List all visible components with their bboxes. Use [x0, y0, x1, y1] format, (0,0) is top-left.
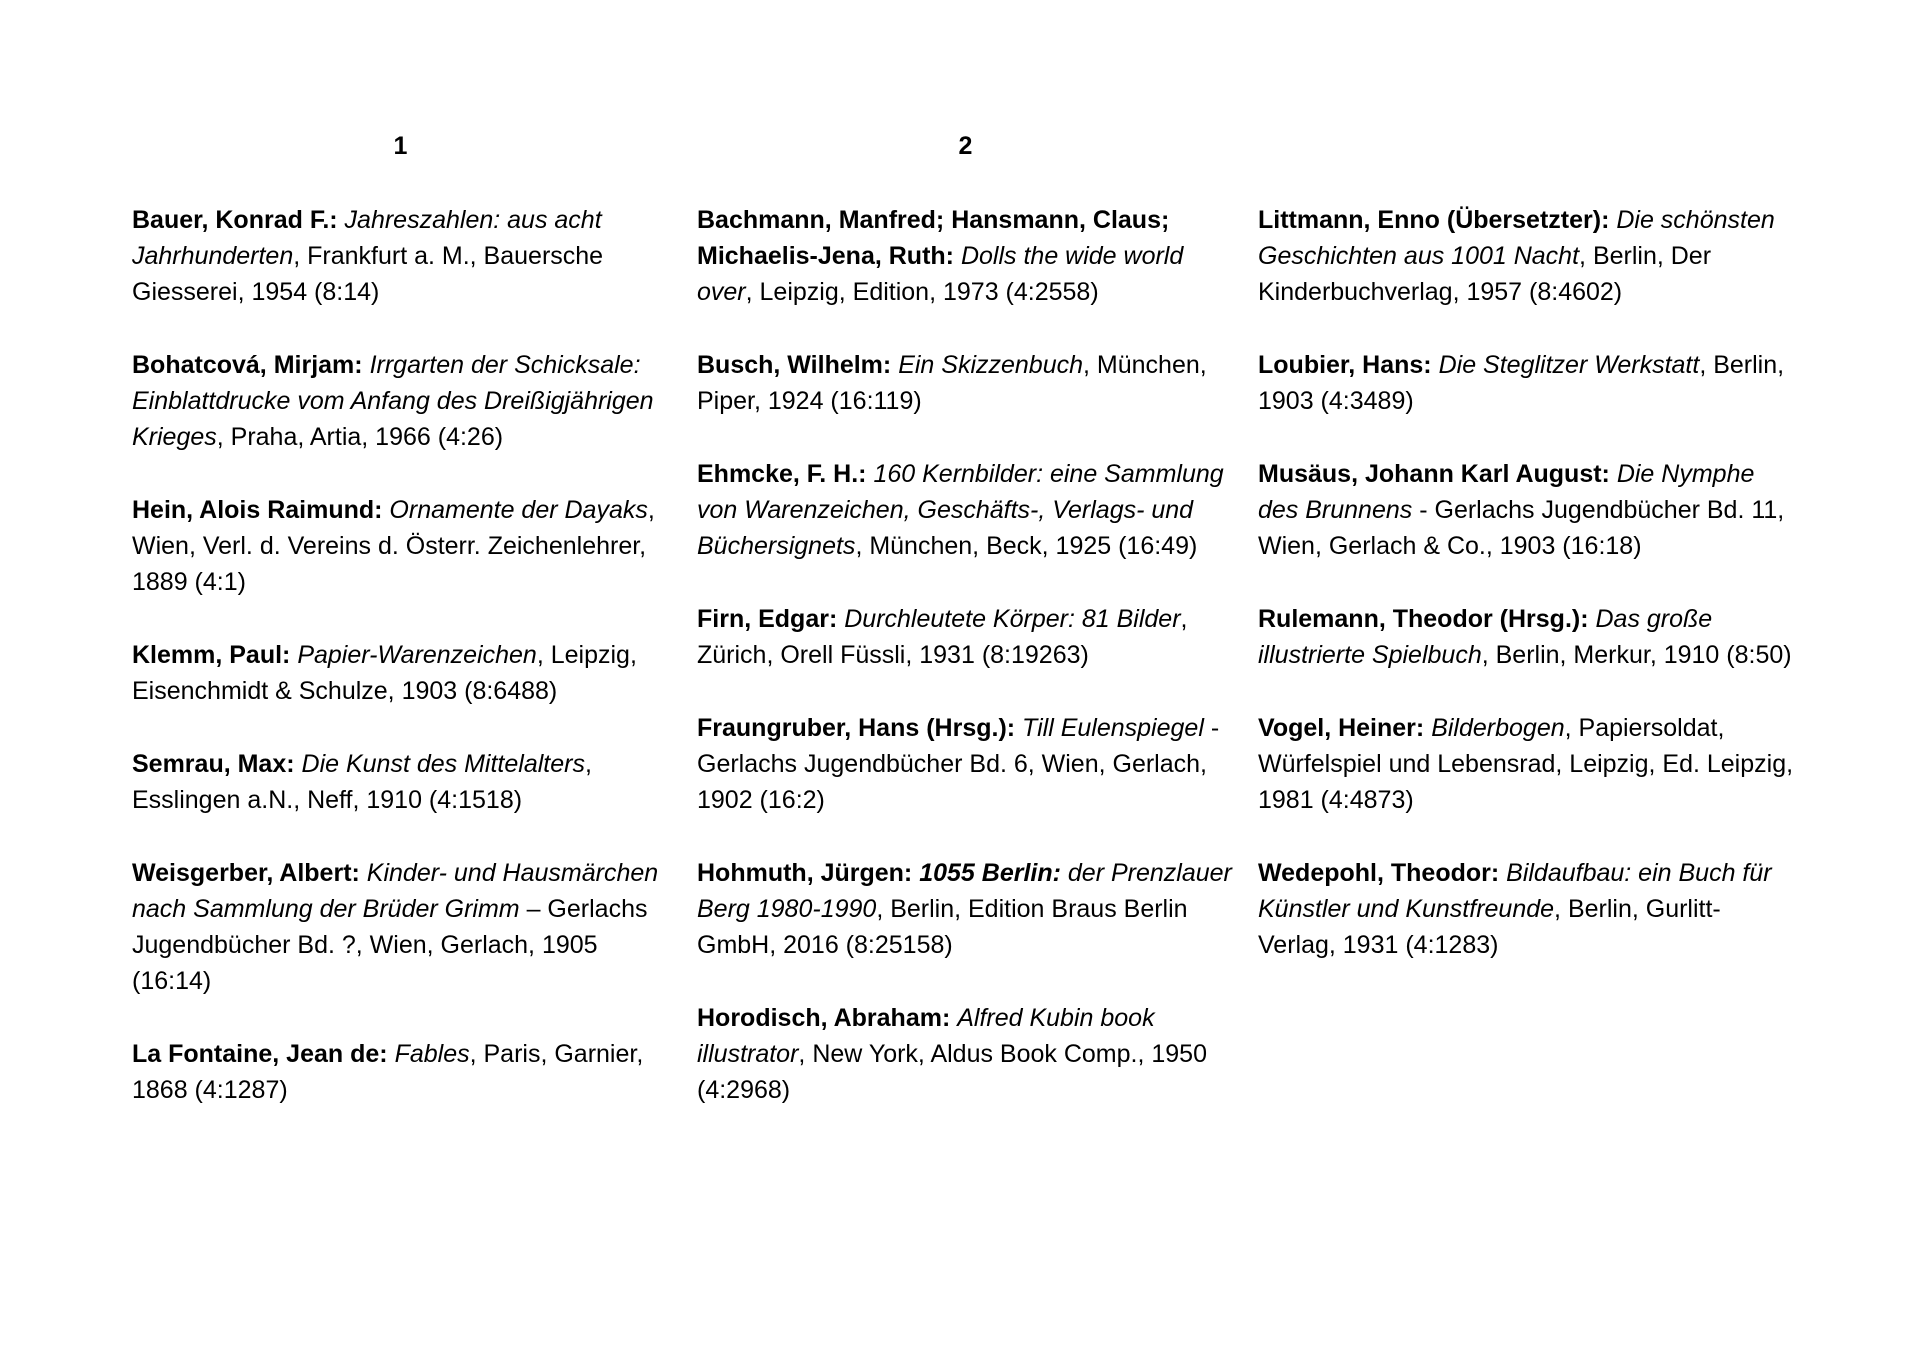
entry-author: Littmann, Enno (Übersetzter): — [1258, 206, 1617, 234]
entry-publication: , New York, Aldus Book Comp., 1950 (4:2968) — [697, 1040, 1207, 1104]
bibliography-entry — [132, 492, 669, 600]
entry-title: 160 Kernbilder: eine Sammlung von Warenzeichen, Geschäfts-, Verlags- und Büchersignets — [697, 460, 1224, 560]
entry-title: Bilderbogen — [1431, 714, 1565, 742]
entry-publication: , Berlin, Der Kinderbuchverlag, 1957 (8:4602) — [1258, 242, 1712, 306]
entry-publication: , München, Beck, 1925 (16:49) — [855, 532, 1198, 560]
entry-publication: , Berlin, Merkur, 1910 (8:50) — [1481, 641, 1792, 669]
bibliography-entry — [132, 746, 669, 818]
bibliography-column-2 — [697, 202, 1234, 1145]
entry-author: Semrau, Max: — [132, 750, 302, 778]
bibliography-entry — [1258, 710, 1795, 818]
entry-author: Klemm, Paul: — [132, 641, 298, 669]
bibliography-column-1 — [132, 202, 669, 1145]
entry-publication: – Gerlachs Jugendbücher Bd. ?, Wien, Gerlach, 1905 (16:14) — [132, 895, 648, 995]
entry-author: Bauer, Konrad F.: — [132, 206, 345, 234]
entry-title: Ein Skizzenbuch — [898, 351, 1084, 379]
bibliography-entry — [1258, 601, 1795, 673]
bibliography-entry — [1258, 347, 1795, 419]
bibliography-entry — [697, 710, 1234, 818]
bibliography-entry — [697, 601, 1234, 673]
entry-title: Dolls the wide world over — [697, 242, 1184, 306]
entry-title: Das große illustrierte Spielbuch — [1258, 605, 1713, 669]
entry-author: Ehmcke, F. H.: — [697, 460, 874, 488]
entry-title: Kinder- und Hausmärchen nach Sammlung der Brüder Grimm — [132, 859, 659, 923]
entry-publication: , Leipzig, Edition, 1973 (4:2558) — [745, 278, 1099, 306]
entry-publication: , Berlin, 1903 (4:3489) — [1258, 351, 1785, 415]
entry-author: Vogel, Heiner: — [1258, 714, 1432, 742]
bibliography-entry — [1258, 855, 1795, 963]
entry-publication: , Papiersoldat, Würfelspiel und Lebensrad, Leipzig, Ed. Leipzig, 1981 (4:4873) — [1258, 714, 1794, 814]
entry-publication: , Leipzig, Eisenchmidt & Schulze, 1903 (8:6488) — [132, 641, 637, 705]
entry-author: Bohatcová, Mirjam: — [132, 351, 370, 379]
bibliography-entry — [1258, 202, 1795, 310]
entry-publication: , Praha, Artia, 1966 (4:26) — [216, 423, 504, 451]
entry-publication: , Berlin, Gurlitt-Verlag, 1931 (4:1283) — [1258, 895, 1721, 959]
entry-publication: , Berlin, Edition Braus Berlin GmbH, 2016 (8:25158) — [697, 895, 1188, 959]
entry-author: Hohmuth, Jürgen: — [697, 859, 920, 887]
bibliography-entry — [697, 347, 1234, 419]
bibliography-entry — [132, 1036, 669, 1108]
bibliography-entry — [697, 855, 1234, 963]
entry-title: Alfred Kubin book illustrator — [697, 1004, 1155, 1068]
bibliography-entry — [697, 1000, 1234, 1108]
entry-author: La Fontaine, Jean de: — [132, 1040, 395, 1068]
entry-publication: - Gerlachs Jugendbücher Bd. 11, Wien, Gerlach & Co., 1903 (16:18) — [1258, 496, 1785, 560]
page-number-1: 1 — [393, 132, 408, 160]
entry-title: Jahreszahlen: aus acht Jahrhunderten — [132, 206, 602, 270]
entry-title: Till Eulenspiegel — [1022, 714, 1204, 742]
entry-author: Wedepohl, Theodor: — [1258, 859, 1507, 887]
entry-title: Die Steglitzer Werkstatt — [1438, 351, 1700, 379]
entry-author: Horodisch, Abraham: — [697, 1004, 958, 1032]
entry-title: Die Nymphe des Brunnens — [1258, 460, 1755, 524]
entry-publication: , Frankfurt a. M., Bauersche Giesserei, 1954 (8:14) — [132, 242, 604, 306]
entry-publication: , Esslingen a.N., Neff, 1910 (4:1518) — [132, 750, 592, 814]
entry-publication: , München, Piper, 1924 (16:119) — [697, 351, 1207, 415]
entry-publication: - Gerlachs Jugendbücher Bd. 6, Wien, Gerlach, 1902 (16:2) — [697, 714, 1220, 814]
bibliography-entry — [132, 347, 669, 455]
entry-publication: , Paris, Garnier, 1868 (4:1287) — [132, 1040, 644, 1104]
bibliography-entry — [1258, 456, 1795, 564]
entry-title: Ornamente der Dayaks — [389, 496, 648, 524]
entry-author: Hein, Alois Raimund: — [132, 496, 390, 524]
entry-title: Fables — [394, 1040, 470, 1068]
entry-author: Busch, Wilhelm: — [697, 351, 899, 379]
entry-title: Irrgarten der Schicksale: Einblattdrucke vom Anfang des Dreißigjährigen Krieges — [132, 351, 654, 451]
bibliography-entry — [132, 637, 669, 709]
entry-title: Die Kunst des Mittelalters — [301, 750, 585, 778]
page-number-2: 2 — [958, 132, 973, 160]
entry-author: Weisgerber, Albert: — [132, 859, 367, 887]
entry-title: Bildaufbau: ein Buch für Künstler und Kunstfreunde — [1258, 859, 1772, 923]
entry-author: Firn, Edgar: — [697, 605, 845, 633]
entry-author: Fraungruber, Hans (Hrsg.): — [697, 714, 1023, 742]
entry-title: Die schönsten Geschichten aus 1001 Nacht — [1258, 206, 1775, 270]
entry-title: Papier-Warenzeichen — [297, 641, 537, 669]
bibliography-entry — [697, 202, 1234, 310]
bibliography-entry — [697, 456, 1234, 564]
bibliography-entry — [132, 202, 669, 310]
entry-author: Bachmann, Manfred; Hansmann, Claus; Michaelis-Jena, Ruth: — [697, 206, 1170, 270]
entry-publication: , Wien, Verl. d. Vereins d. Österr. Zeichenlehrer, 1889 (4:1) — [132, 496, 655, 596]
bibliography-column-3 — [1258, 202, 1795, 1000]
entry-title: der Prenzlauer Berg 1980-1990 — [697, 859, 1232, 923]
entry-author: Rulemann, Theodor (Hrsg.): — [1258, 605, 1596, 633]
entry-title-emphasis: 1055 Berlin: — [919, 859, 1068, 887]
entry-author: Musäus, Johann Karl August: — [1258, 460, 1617, 488]
entry-author: Loubier, Hans: — [1258, 351, 1439, 379]
entry-title: Durchleutete Körper: 81 Bilder — [844, 605, 1181, 633]
bibliography-entry — [132, 855, 669, 999]
entry-publication: , Zürich, Orell Füssli, 1931 (8:19263) — [697, 605, 1188, 669]
